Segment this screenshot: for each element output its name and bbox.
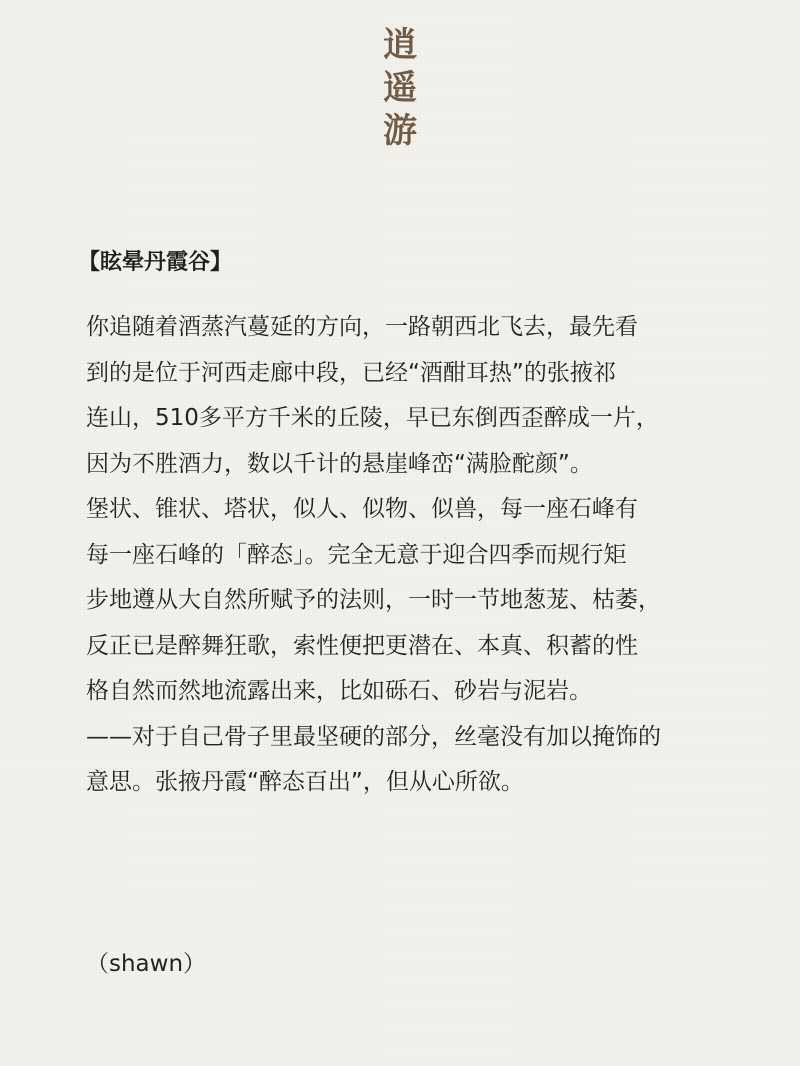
paragraph-line: 每一座石峰的「醉态」。完全无意于迎合四季而规行矩 — [86, 541, 627, 568]
paragraph-line: 意思。张掖丹霞“醉态百出”，但从心所欲。 — [86, 769, 524, 795]
paragraph-line: 你追随着酒蒸汽蔓延的方向，一路朝西北飞去，最先看 — [86, 314, 638, 340]
article-body — [86, 305, 776, 806]
section-heading: 【眩晕丹霞谷】 — [78, 250, 233, 275]
paragraph-line: ——对于自己骨子里最坚硬的部分，丝毫没有加以掩饰的 — [86, 723, 661, 750]
paragraph-line: 步地遵从大自然所赋予的法则，一时一节地葱茏、枯萎， — [86, 587, 661, 613]
paragraph-line: 因为不胜酒力，数以千计的悬崖峰峦“满脸酡颜”。 — [86, 450, 593, 477]
paragraph-line: 格自然而然地流露出来，比如砾石、砂岩与泥岩。 — [86, 678, 592, 704]
paragraph-line: 到的是位于河西走廊中段，已经“酒酣耳热”的张掖祁 — [86, 359, 616, 386]
author-signature: （shawn） — [86, 951, 207, 977]
paragraph-line: 堡状、锥状、塔状，似人、似物、似兽，每一座石峰有 — [86, 496, 638, 522]
page-title: 逍遥游 — [383, 25, 417, 151]
paragraph-line: 连山，510多平方千米的丘陵，早已东倒西歪醉成一片， — [86, 405, 659, 431]
paragraph-line: 反正已是醉舞狂歌，索性便把更潜在、本真、积蓄的性 — [86, 632, 638, 659]
